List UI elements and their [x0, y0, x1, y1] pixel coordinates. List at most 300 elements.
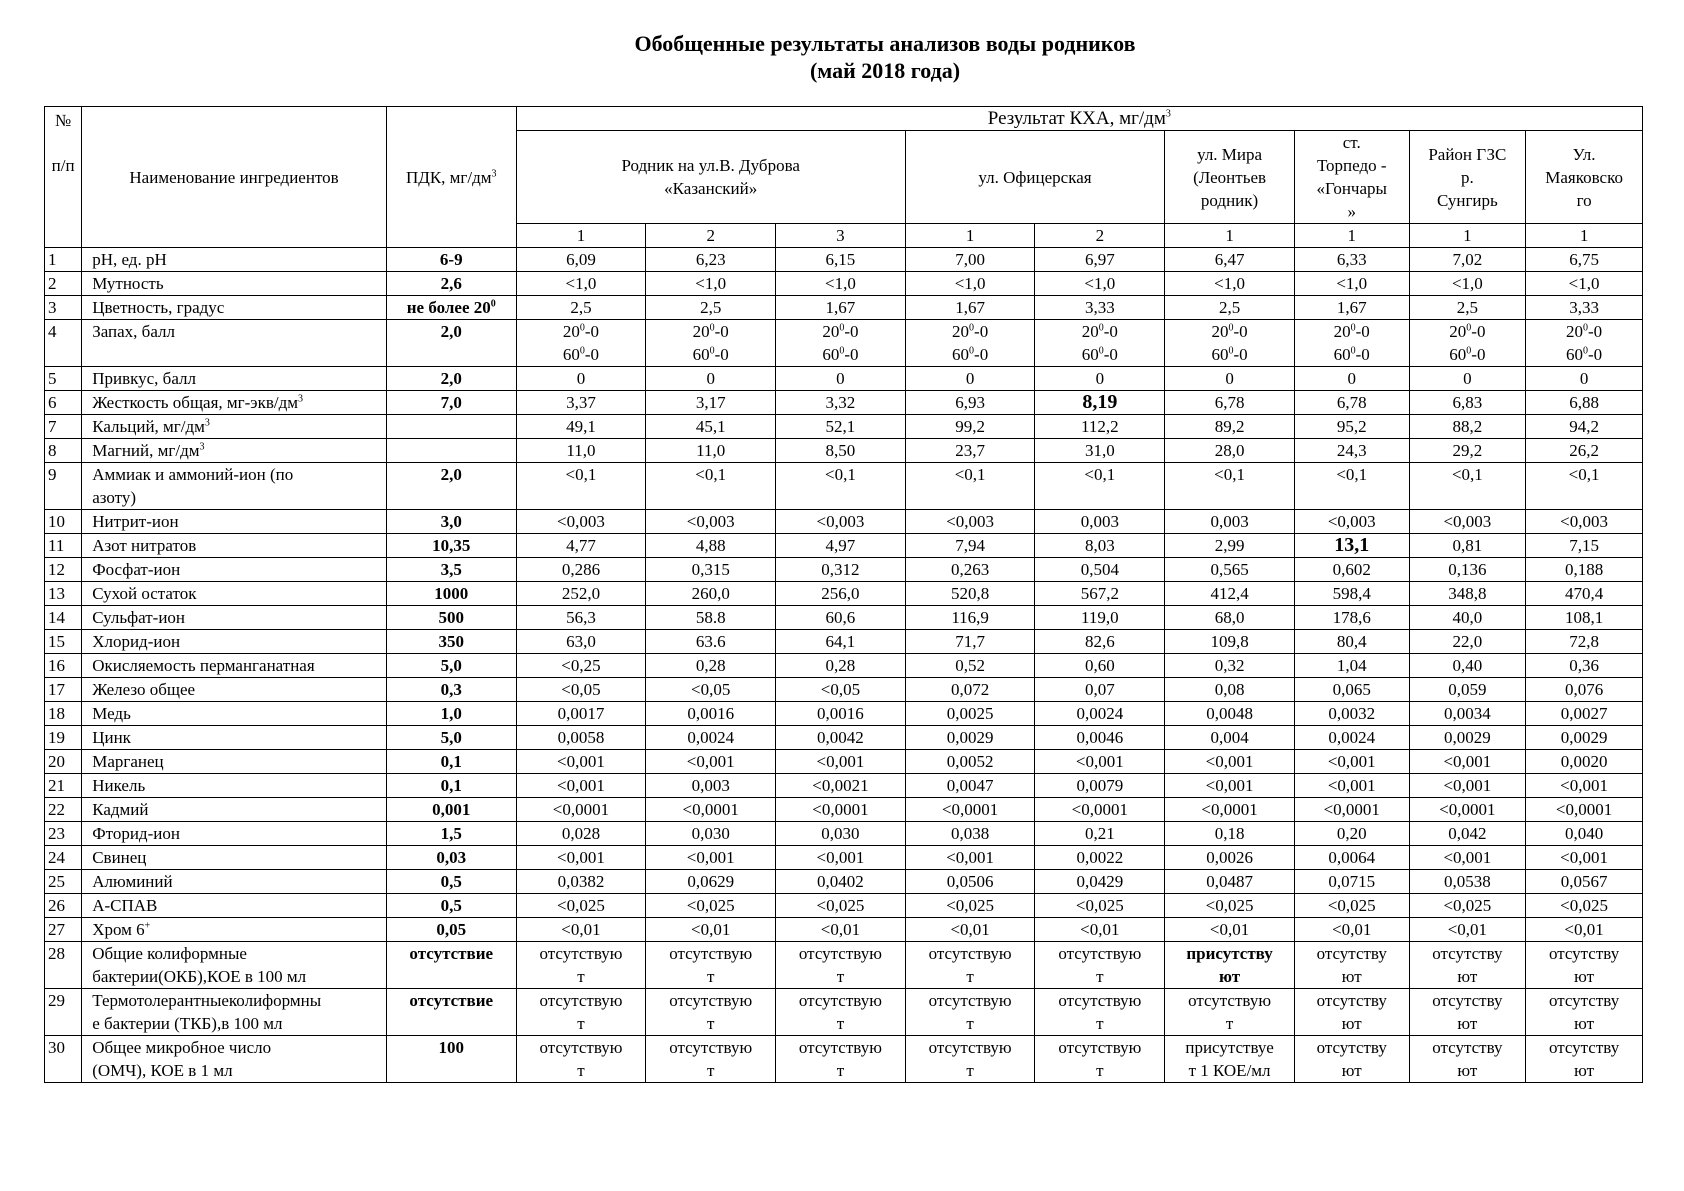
result-value: 567,2	[1035, 582, 1165, 606]
table-row	[45, 439, 1643, 463]
result-value: 0,32	[1165, 654, 1295, 678]
title-line-2: (май 2018 года)	[809, 58, 961, 83]
row-number: 17	[45, 678, 82, 702]
result-value: <1,0	[516, 272, 646, 296]
result-value: $20^0-0$ $60^0-0$	[905, 320, 1035, 367]
result-value: 0	[1165, 367, 1295, 391]
table-row	[45, 822, 1643, 846]
result-value: 6,78	[1165, 391, 1295, 415]
result-value: 6,93	[905, 391, 1035, 415]
result-value: 116,9	[905, 606, 1035, 630]
result-value: 22,0	[1409, 630, 1526, 654]
row-number: 7	[45, 415, 82, 439]
table-row	[45, 798, 1643, 822]
pdk-value: 1,5	[386, 822, 516, 846]
result-value: 0,136	[1409, 558, 1526, 582]
site-mayakovskogo: Ул. Маяковско го	[1526, 131, 1643, 224]
result-value: 178,6	[1294, 606, 1409, 630]
pdk-value: 2,0	[386, 367, 516, 391]
result-value: 6,97	[1035, 248, 1165, 272]
result-value: 0,0029	[1526, 726, 1643, 750]
ingredient-name: Кадмий	[82, 798, 387, 822]
result-value: <0,001	[1526, 846, 1643, 870]
result-value: отсутствую т	[905, 989, 1035, 1036]
result-value: <0,1	[516, 463, 646, 510]
ingredient-name: рН, ед. рН	[82, 248, 387, 272]
row-number: 29	[45, 989, 82, 1036]
result-value: 0,0016	[776, 702, 906, 726]
result-value: <0,1	[1526, 463, 1643, 510]
row-number: 3	[45, 296, 82, 320]
result-value: 0,07	[1035, 678, 1165, 702]
result-value: $20^0-0$ $60^0-0$	[1409, 320, 1526, 367]
result-value: 0,81	[1409, 534, 1526, 558]
result-value: 0,0079	[1035, 774, 1165, 798]
result-value: 29,2	[1409, 439, 1526, 463]
result-value: 0	[905, 367, 1035, 391]
result-value: 0,188	[1526, 558, 1643, 582]
result-value: 68,0	[1165, 606, 1295, 630]
result-value: 3,33	[1526, 296, 1643, 320]
result-value: 0,0022	[1035, 846, 1165, 870]
row-number: 9	[45, 463, 82, 510]
result-value: 0,0024	[1035, 702, 1165, 726]
result-value: 24,3	[1294, 439, 1409, 463]
result-value: 348,8	[1409, 582, 1526, 606]
table-row	[45, 942, 1643, 989]
result-value: $20^0-0$ $60^0-0$	[1035, 320, 1165, 367]
row-number: 16	[45, 654, 82, 678]
row-number: 12	[45, 558, 82, 582]
result-value: 0,042	[1409, 822, 1526, 846]
result-value: 0	[516, 367, 646, 391]
result-value: <0,1	[1294, 463, 1409, 510]
result-value: 3,37	[516, 391, 646, 415]
sample-number: 1	[516, 224, 646, 248]
result-value: <0,0001	[1035, 798, 1165, 822]
ingredient-name: Хлорид-ион	[82, 630, 387, 654]
result-value: отсутству ют	[1409, 942, 1526, 989]
result-value: 0,0052	[905, 750, 1035, 774]
pdk-value: 0,001	[386, 798, 516, 822]
result-value: 71,7	[905, 630, 1035, 654]
ingredient-name: Кальций, $мг/дм^3$	[82, 415, 387, 439]
result-value: 3,32	[776, 391, 906, 415]
result-value: <1,0	[1409, 272, 1526, 296]
row-number: 14	[45, 606, 82, 630]
table-row	[45, 415, 1643, 439]
ingredient-name: Общее микробное число (ОМЧ), КОЕ в 1 мл	[82, 1036, 387, 1083]
result-value: 0,003	[646, 774, 776, 798]
result-value: 88,2	[1409, 415, 1526, 439]
result-value: 0,0029	[1409, 726, 1526, 750]
result-value: 4,97	[776, 534, 906, 558]
row-number: 2	[45, 272, 82, 296]
result-value: 0,263	[905, 558, 1035, 582]
result-value: 6,47	[1165, 248, 1295, 272]
ingredient-name: Привкус, балл	[82, 367, 387, 391]
row-number: 10	[45, 510, 82, 534]
result-value: <0,0001	[516, 798, 646, 822]
pdk-value: отсутствие	[386, 942, 516, 989]
pdk-value: 7,0	[386, 391, 516, 415]
result-value: <0,01	[1035, 918, 1165, 942]
result-value: <0,025	[1035, 894, 1165, 918]
result-value: 0,0506	[905, 870, 1035, 894]
result-value: <0,001	[905, 846, 1035, 870]
ingredient-name: А-СПАВ	[82, 894, 387, 918]
result-value: 95,2	[1294, 415, 1409, 439]
ingredient-name: Общие колиформные бактерии(ОКБ),КОЕ в 100 мл	[82, 942, 387, 989]
result-value: $20^0-0$ $60^0-0$	[646, 320, 776, 367]
pdk-value: 2,0	[386, 463, 516, 510]
result-value: 0	[1035, 367, 1165, 391]
result-value: отсутствую т	[905, 1036, 1035, 1083]
result-value: 0	[646, 367, 776, 391]
result-value: 2,5	[516, 296, 646, 320]
ingredient-name: Сульфат-ион	[82, 606, 387, 630]
result-value: 0,602	[1294, 558, 1409, 582]
result-value: 31,0	[1035, 439, 1165, 463]
result-value: 0,040	[1526, 822, 1643, 846]
result-value: $20^0-0$ $60^0-0$	[776, 320, 906, 367]
result-value: 2,5	[1165, 296, 1295, 320]
result-value: 0,003	[1035, 510, 1165, 534]
result-value: 0,21	[1035, 822, 1165, 846]
result-value: <0,01	[1409, 918, 1526, 942]
result-value: <0,001	[516, 750, 646, 774]
result-value: <0,0021	[776, 774, 906, 798]
result-value: <1,0	[1526, 272, 1643, 296]
result-value: <0,003	[1409, 510, 1526, 534]
result-value: 0,076	[1526, 678, 1643, 702]
result-value: отсутствую т	[1165, 989, 1295, 1036]
table-row	[45, 320, 1643, 367]
result-value: <0,0001	[776, 798, 906, 822]
row-number: 20	[45, 750, 82, 774]
result-value: присутству ют	[1165, 942, 1295, 989]
result-value: <1,0	[1035, 272, 1165, 296]
result-value: <0,025	[776, 894, 906, 918]
result-value: <0,001	[1409, 846, 1526, 870]
pdk-value: 3,5	[386, 558, 516, 582]
pdk-value: 350	[386, 630, 516, 654]
result-value: <0,01	[516, 918, 646, 942]
result-value: 4,77	[516, 534, 646, 558]
result-value: <0,001	[1526, 774, 1643, 798]
result-value: $20^0-0$ $60^0-0$	[1294, 320, 1409, 367]
table-row	[45, 367, 1643, 391]
result-value: 7,02	[1409, 248, 1526, 272]
result-value: 63.6	[646, 630, 776, 654]
table-row	[45, 272, 1643, 296]
result-value: <0,001	[776, 750, 906, 774]
table-row	[45, 774, 1643, 798]
row-number: 25	[45, 870, 82, 894]
result-value: 2,99	[1165, 534, 1295, 558]
result-value: 6,09	[516, 248, 646, 272]
table-row	[45, 750, 1643, 774]
pdk-value: 1000	[386, 582, 516, 606]
result-value: 7,00	[905, 248, 1035, 272]
result-value: <0,1	[905, 463, 1035, 510]
result-value: отсутствую т	[776, 989, 906, 1036]
result-value: 598,4	[1294, 582, 1409, 606]
ingredient-name: Железо общее	[82, 678, 387, 702]
result-value: 256,0	[776, 582, 906, 606]
ingredient-name: Хром 6+	[82, 918, 387, 942]
row-number: 22	[45, 798, 82, 822]
result-value: $20^0-0$ $60^0-0$	[516, 320, 646, 367]
result-value: отсутствую т	[1035, 942, 1165, 989]
result-value: 89,2	[1165, 415, 1295, 439]
result-value: <0,001	[516, 846, 646, 870]
result-value: 252,0	[516, 582, 646, 606]
result-value: 0,28	[776, 654, 906, 678]
pdk-value: 10,35	[386, 534, 516, 558]
result-value: 0,565	[1165, 558, 1295, 582]
result-value: отсутству ют	[1409, 989, 1526, 1036]
pdk-value: 1,0	[386, 702, 516, 726]
ingredient-name: Сухой остаток	[82, 582, 387, 606]
result-value: <0,1	[1165, 463, 1295, 510]
result-value: 23,7	[905, 439, 1035, 463]
ingredient-name: Алюминий	[82, 870, 387, 894]
result-value: <0,05	[776, 678, 906, 702]
result-value: <0,0001	[1409, 798, 1526, 822]
result-value: 28,0	[1165, 439, 1295, 463]
result-value: 4,88	[646, 534, 776, 558]
result-value: <0,25	[516, 654, 646, 678]
result-value: 99,2	[905, 415, 1035, 439]
result-value: 0,065	[1294, 678, 1409, 702]
row-number: 21	[45, 774, 82, 798]
row-number: 23	[45, 822, 82, 846]
ingredient-name: Цветность, градус	[82, 296, 387, 320]
result-value: отсутству ют	[1294, 989, 1409, 1036]
result-value: отсутствую т	[1035, 1036, 1165, 1083]
table-row	[45, 582, 1643, 606]
result-value: 0,004	[1165, 726, 1295, 750]
row-number: 15	[45, 630, 82, 654]
result-value: 1,67	[776, 296, 906, 320]
result-value: 0,0382	[516, 870, 646, 894]
result-value: 0,0020	[1526, 750, 1643, 774]
site-torpedo: ст. Торпедо - «Гончары »	[1294, 131, 1409, 224]
result-value: 0,0567	[1526, 870, 1643, 894]
result-value: 112,2	[1035, 415, 1165, 439]
result-value: 11,0	[516, 439, 646, 463]
pdk-value: 0,05	[386, 918, 516, 942]
result-value: 0,0047	[905, 774, 1035, 798]
result-value: 52,1	[776, 415, 906, 439]
result-value: 94,2	[1526, 415, 1643, 439]
ingredient-name: Магний, $мг/дм^3$	[82, 439, 387, 463]
result-value: 0,0024	[646, 726, 776, 750]
result-value: 0,0024	[1294, 726, 1409, 750]
result-value: 0,038	[905, 822, 1035, 846]
table-row	[45, 630, 1643, 654]
pdk-value: 6-9	[386, 248, 516, 272]
table-row	[45, 463, 1643, 510]
result-value: <1,0	[905, 272, 1035, 296]
result-value: 0,36	[1526, 654, 1643, 678]
result-value: <0,003	[776, 510, 906, 534]
result-value: 72,8	[1526, 630, 1643, 654]
result-value: 0,0629	[646, 870, 776, 894]
result-value: <0,001	[1294, 750, 1409, 774]
result-value: <0,001	[1409, 750, 1526, 774]
result-value: отсутствую т	[516, 989, 646, 1036]
result-value: 1,67	[905, 296, 1035, 320]
result-value: 45,1	[646, 415, 776, 439]
table-row	[45, 606, 1643, 630]
result-value: <1,0	[646, 272, 776, 296]
result-value: 13,1	[1294, 534, 1409, 558]
pdk-value: отсутствие	[386, 989, 516, 1036]
result-value: 0,0048	[1165, 702, 1295, 726]
result-value: <0,01	[1294, 918, 1409, 942]
result-value: отсутству ют	[1526, 942, 1643, 989]
result-value: 6,15	[776, 248, 906, 272]
pdk-value: 500	[386, 606, 516, 630]
pdk-value: 100	[386, 1036, 516, 1083]
result-value: 0,0429	[1035, 870, 1165, 894]
result-value: 0,030	[646, 822, 776, 846]
sample-number: 1	[1294, 224, 1409, 248]
result-value: отсутству ют	[1294, 1036, 1409, 1083]
header-pdk: ПДК, $мг/дм^3$	[386, 107, 516, 248]
ingredient-name: Никель	[82, 774, 387, 798]
result-value: 1,04	[1294, 654, 1409, 678]
result-value: 119,0	[1035, 606, 1165, 630]
result-value: отсутствую т	[516, 1036, 646, 1083]
result-value: $20^0-0$ $60^0-0$	[1526, 320, 1643, 367]
table-row	[45, 726, 1643, 750]
result-value: 0,0016	[646, 702, 776, 726]
ingredient-name: Медь	[82, 702, 387, 726]
result-value: <0,025	[1526, 894, 1643, 918]
result-value: <0,025	[646, 894, 776, 918]
pdk-value: 5,0	[386, 726, 516, 750]
row-number: 24	[45, 846, 82, 870]
row-number: 6	[45, 391, 82, 415]
table-row	[45, 391, 1643, 415]
result-value: <0,001	[516, 774, 646, 798]
result-value: 0,315	[646, 558, 776, 582]
result-value: 40,0	[1409, 606, 1526, 630]
row-number: 28	[45, 942, 82, 989]
result-value: <0,0001	[1294, 798, 1409, 822]
result-value: <0,01	[776, 918, 906, 942]
header-result: Результат КХА, $мг/дм^3$	[516, 107, 1642, 131]
title-line-1: Обобщенные результаты анализов воды родников	[634, 31, 1136, 56]
site-ofitserskaya: ул. Офицерская	[905, 131, 1164, 224]
ingredient-name: Аммиак и аммоний-ион (по азоту)	[82, 463, 387, 510]
result-value: 0,0715	[1294, 870, 1409, 894]
result-value: 49,1	[516, 415, 646, 439]
result-value: 0,0487	[1165, 870, 1295, 894]
result-value: <0,001	[1035, 750, 1165, 774]
result-value: 470,4	[1526, 582, 1643, 606]
pdk-value: 0,5	[386, 870, 516, 894]
result-value: 0,0042	[776, 726, 906, 750]
result-value: 0,0025	[905, 702, 1035, 726]
result-value: 0	[1294, 367, 1409, 391]
row-number: 30	[45, 1036, 82, 1083]
result-value: отсутству ют	[1294, 942, 1409, 989]
header-num: № п/п	[45, 107, 82, 248]
pdk-value: 0,03	[386, 846, 516, 870]
sample-number: 1	[905, 224, 1035, 248]
result-value: 0,030	[776, 822, 906, 846]
result-value: 0,0046	[1035, 726, 1165, 750]
result-value: <0,01	[646, 918, 776, 942]
table-row	[45, 296, 1643, 320]
row-number: 1	[45, 248, 82, 272]
result-value: <0,003	[1526, 510, 1643, 534]
ingredient-name: Фторид-ион	[82, 822, 387, 846]
table-row	[45, 248, 1643, 272]
result-value: 0,003	[1165, 510, 1295, 534]
site-mira: ул. Мира (Леонтьев родник)	[1165, 131, 1295, 224]
result-value: 64,1	[776, 630, 906, 654]
row-number: 18	[45, 702, 82, 726]
pdk-value: 0,3	[386, 678, 516, 702]
ingredient-name: Термотолерантныеколиформны е бактерии (ТКБ),в 100 мл	[82, 989, 387, 1036]
ingredient-name: Цинк	[82, 726, 387, 750]
table-row	[45, 870, 1643, 894]
result-value: 0,312	[776, 558, 906, 582]
result-value: отсутствую т	[905, 942, 1035, 989]
result-value: 0,08	[1165, 678, 1295, 702]
result-value: 6,75	[1526, 248, 1643, 272]
result-value: <0,025	[905, 894, 1035, 918]
result-value: <0,01	[1526, 918, 1643, 942]
result-value: 0,0058	[516, 726, 646, 750]
result-value: 0	[1526, 367, 1643, 391]
result-value: 109,8	[1165, 630, 1295, 654]
pdk-value: 2,6	[386, 272, 516, 296]
ingredient-name: Мутность	[82, 272, 387, 296]
result-value: 0,0027	[1526, 702, 1643, 726]
result-value: 0,286	[516, 558, 646, 582]
result-value: <0,001	[1165, 774, 1295, 798]
row-number: 13	[45, 582, 82, 606]
row-number: 5	[45, 367, 82, 391]
result-value: присутствуе т 1 КОЕ/мл	[1165, 1036, 1295, 1083]
result-value: 8,50	[776, 439, 906, 463]
table-row	[45, 702, 1643, 726]
result-value: 108,1	[1526, 606, 1643, 630]
result-value: отсутству ют	[1526, 989, 1643, 1036]
sample-number: 3	[776, 224, 906, 248]
result-value: 0,52	[905, 654, 1035, 678]
row-number: 4	[45, 320, 82, 367]
ingredient-name: Жесткость общая, $мг-экв/дм^3$	[82, 391, 387, 415]
result-value: <1,0	[776, 272, 906, 296]
result-value: 0,0034	[1409, 702, 1526, 726]
result-value: <0,05	[646, 678, 776, 702]
result-value: 0,0064	[1294, 846, 1409, 870]
result-value: $20^0-0$ $60^0-0$	[1165, 320, 1295, 367]
result-value: 7,15	[1526, 534, 1643, 558]
result-value: 8,19	[1035, 391, 1165, 415]
row-number: 26	[45, 894, 82, 918]
sample-number: 2	[1035, 224, 1165, 248]
result-value: 3,17	[646, 391, 776, 415]
table-row	[45, 1036, 1643, 1083]
